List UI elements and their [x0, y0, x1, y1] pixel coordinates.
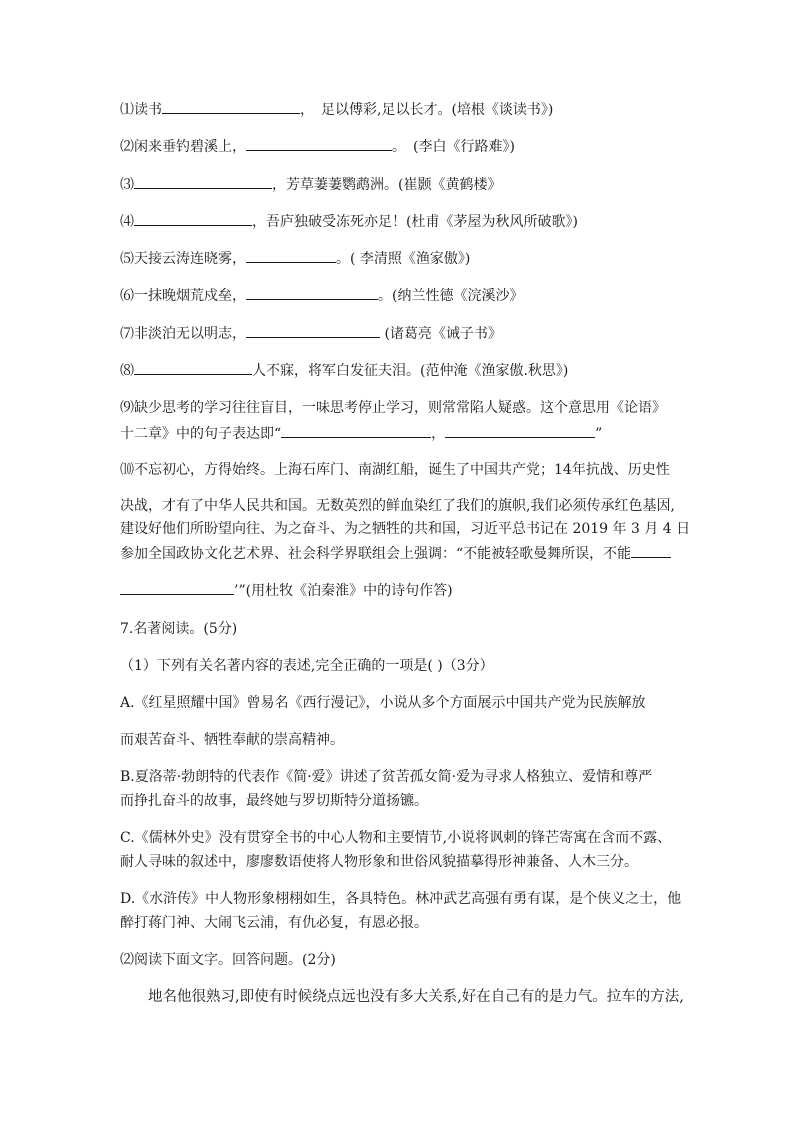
item-7-text-b: (诸葛亮《诫子书》	[380, 326, 502, 342]
answer-blank-2[interactable]	[246, 137, 392, 151]
item-7-text-a: ⑺非淡泊无以明志，	[120, 326, 246, 342]
option-c-line-1: C.《儒林外史》没有贯穿全书的中心人物和主要情节,小说将讽刺的锋芒寄寓在含而不露、	[120, 830, 672, 846]
item-10-line-4	[120, 544, 671, 563]
answer-blank-3[interactable]	[134, 175, 272, 189]
poem-fill-item-1	[120, 100, 553, 119]
poem-fill-item-5	[120, 249, 470, 268]
item-10-line-5	[120, 581, 453, 600]
option-a-line-2: 而艰苦奋斗、牺牲奉献的崇高精神。	[120, 732, 344, 748]
item-6-text-b: 。(纳兰性德《浣溪沙》	[378, 288, 524, 304]
poem-fill-item-4	[120, 212, 578, 231]
item-10-line-2: 决战，才有了中华人民共和国。无数英烈的鲜血染红了我们的旗帜,我们必须传承红色基因,	[120, 498, 675, 514]
poem-fill-item-2	[120, 137, 515, 156]
item-5-text-b: 。( 李清照《渔家傲》)	[336, 251, 471, 267]
answer-blank-10a[interactable]	[631, 544, 671, 558]
poem-fill-item-6	[120, 286, 523, 305]
item-3-text-a: ⑶	[120, 177, 134, 193]
item-2-text-a: ⑵闲来垂钓碧溪上，	[120, 139, 246, 155]
item-2-text-b: 。 (李白《行路难》)	[392, 139, 515, 155]
option-a-line-1: A.《红星照耀中国》曾易名《西行漫记》，小说从多个方面展示中国共产党为民族解放	[120, 695, 646, 711]
question-7-sub-1: （1）下列有关名著内容的表述,完全正确的一项是( )（3分）	[120, 658, 494, 674]
reading-passage: 地名他很熟习,即使有时候绕点远也没有多大关系,好在自己有的是力气。拉车的方法,	[148, 989, 684, 1005]
poem-fill-item-3	[120, 175, 501, 194]
item-9-text-b: ，	[431, 426, 446, 442]
item-10-text-b: ’”(用杜牧《泊秦淮》中的诗句作答)	[234, 583, 453, 599]
item-5-text-a: ⑸天接云涛连晓雾，	[120, 251, 246, 267]
item-1-text-b: ， 足以傅彩,足以长才。(培根《谈读书》)	[300, 102, 554, 118]
option-b-line-1: B.夏洛蒂·勃朗特的代表作《简·爱》讲述了贫苦孤女简·爱为寻求人格独立、爱情和尊严	[120, 769, 653, 785]
item-6-text-a: ⑹一抹晚烟荒戍垒，	[120, 288, 246, 304]
answer-blank-4[interactable]	[134, 212, 252, 226]
option-d-line-1: D.《水浒传》中人物形象栩栩如生，各具特色。林冲武艺高强有勇有谋，是个侠义之士，他	[120, 891, 682, 907]
poem-fill-item-7	[120, 324, 502, 343]
answer-blank-5[interactable]	[246, 249, 336, 263]
answer-blank-6[interactable]	[246, 286, 378, 300]
item-9-text-c: ”	[595, 426, 603, 442]
item-10-line-3: 建设好他们所盼望向往、为之奋斗、为之牺牲的共和国，习近平总书记在 2019 年 3 月 4 日	[120, 521, 691, 537]
item-1-text-a: ⑴读书	[120, 102, 162, 118]
answer-blank-9a[interactable]	[281, 424, 431, 438]
item-9-text-a: 十二章》中的句子表达即“	[120, 426, 282, 442]
answer-blank-9b[interactable]	[445, 424, 595, 438]
answer-blank-8[interactable]	[134, 361, 252, 375]
answer-blank-1[interactable]	[162, 100, 300, 114]
answer-blank-10b[interactable]	[120, 581, 234, 595]
item-4-text-b: ，吾庐独破受冻死亦足！(杜甫《茅屋为秋风所破歌》)	[252, 214, 578, 230]
option-b-line-2: 而挣扎奋斗的故事，最终她与罗切斯特分道扬镳。	[120, 793, 428, 809]
item-10-line-1: ⑽不忘初心，方得始终。上海石库门、南湖红船，诞生了中国共产党；14年抗战、历史性	[120, 462, 670, 478]
answer-blank-7[interactable]	[246, 324, 380, 338]
item-9-line-1: ⑼缺少思考的学习往往盲目，一味思考停止学习，则常常陷人疑惑。这个意思用《论语》	[120, 400, 666, 416]
item-8-text-a: ⑻	[120, 363, 134, 379]
question-7-sub-2: ⑵阅读下面文字。回答问题。(2分)	[120, 952, 336, 968]
option-c-line-2: 耐人寻味的叙述中，廖廖数语使将人物形象和世俗风貌描摹得形神兼备、人木三分。	[120, 854, 638, 870]
item-3-text-b: ，芳草萋萋鹦鹉洲。(崔颢《黄鹤楼》	[272, 177, 502, 193]
item-4-text-a: ⑷	[120, 214, 134, 230]
item-10-text-a: 参加全国政协文化艺术界、社会科学界联组会上强调：“不能被轻歌曼舞所误，不能	[120, 546, 632, 562]
item-9-line-2	[120, 424, 602, 443]
option-d-line-2: 醉打蒋门神、大闹飞云浦，有仇必复，有恩必报。	[120, 915, 428, 931]
question-7-title: 7.名著阅读。(5分)	[120, 621, 238, 637]
item-8-text-b: 人不寐，将军白发征夫泪。(范仲淹《渔家傲.秋思》)	[252, 363, 569, 379]
poem-fill-item-8	[120, 361, 568, 380]
